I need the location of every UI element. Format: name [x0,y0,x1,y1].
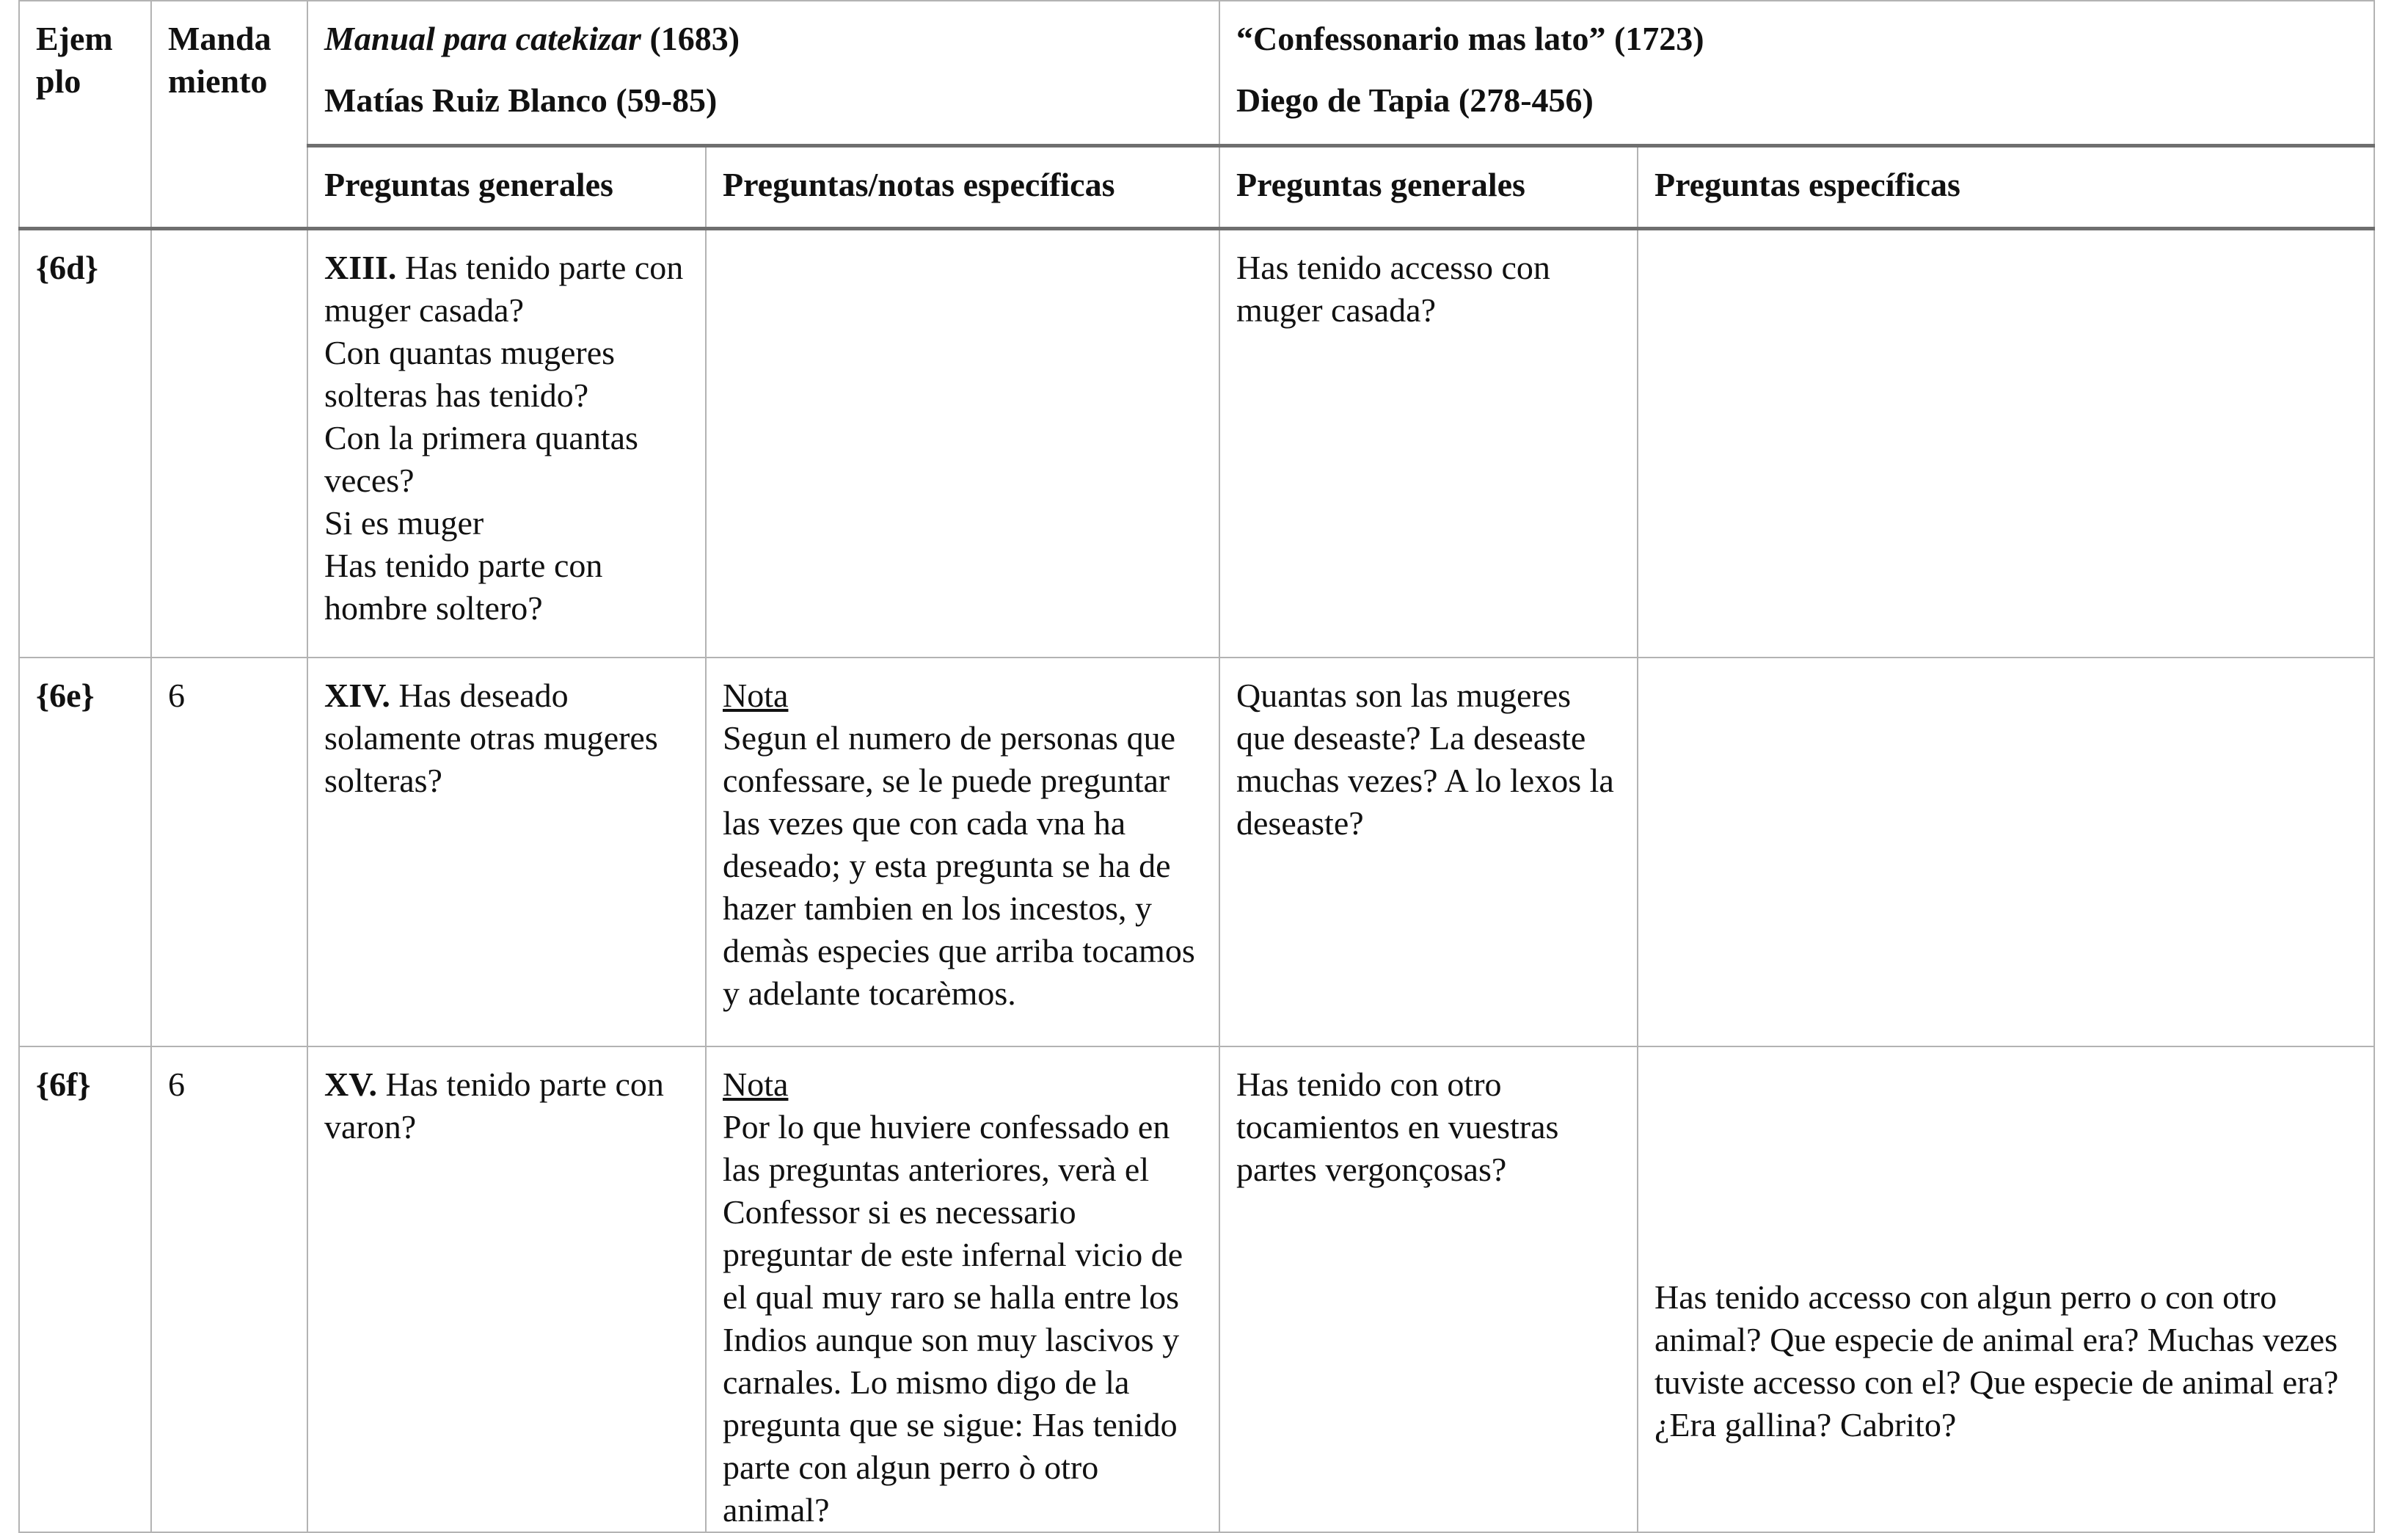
source-1-title: Manual para catekizar [324,20,641,57]
subheader-s2-specific: Preguntas específicas [1638,145,2374,228]
question-line: Con quantas mugeres solteras has tenido? [324,333,616,414]
question-line: Con la primera quantas veces? [324,418,638,499]
question-number: XV. [324,1066,378,1103]
source-2-author: Diego de Tapia (278-456) [1236,81,1594,119]
s1-general-cell [307,228,706,658]
source-1-year: (1683) [641,20,740,57]
s2-general-cell: Has tenido accesso con muger casada? [1219,228,1638,658]
header-row-sources [19,1,2374,145]
source-1-title-line [324,18,1203,60]
s1-specific-cell [706,228,1219,658]
question-number: XIII. [324,248,397,286]
cell-spacer [1654,1063,2357,1276]
header-source-1 [307,1,1219,145]
question-number: XIV. [324,677,390,714]
question-line: Si es muger [324,503,484,542]
specific-question-text: Has tenido accesso con algun perro o con otro animal? Que especie de animal era? Muchas vezes tuviste accesso con el? Que especie de animal era? ¿Era gallina? Cabrito? [1654,1278,2339,1443]
mandamiento-cell [151,228,307,658]
table-row [19,228,2374,658]
ejemplo-cell: {6f} [19,1046,151,1532]
header-ejemplo: Ejem plo [19,1,151,228]
question-line: XV. Has tenido parte con varon? [324,1066,664,1146]
comparison-table [18,0,2375,1533]
question-line: Has tenido parte con hombre soltero? [324,546,603,627]
ejemplo-cell: {6d} [19,228,151,658]
note-text: Por lo que huviere confessado en las preguntas anteriores, verà el Confessor si es necessario preguntar de este infernal vicio de el qual muy raro se halla entre los Indios aunque son muy lascivos y carnales. Lo mismo digo de la pregunta que se sigue: Has tenido parte con algun perro ò otro animal? [723,1108,1183,1529]
note-label: Nota [723,1066,789,1103]
source-2-title: “Confessonario mas lato” (1723) [1236,20,1704,57]
s1-general-cell [307,658,706,1046]
subheader-s2-general: Preguntas generales [1219,145,1638,228]
header-source-2 [1219,1,2374,145]
table-row [19,1046,2374,1532]
table-row [19,658,2374,1046]
header-mandamiento: Manda miento [151,1,307,228]
s1-specific-cell [706,1046,1219,1532]
subheader-s1-general: Preguntas generales [307,145,706,228]
ejemplo-cell: {6e} [19,658,151,1046]
s1-specific-cell [706,658,1219,1046]
mandamiento-cell: 6 [151,658,307,1046]
s2-general-cell: Quantas son las mugeres que deseaste? La deseaste muchas vezes? A lo lexos la deseaste? [1219,658,1638,1046]
question-line: XIII. Has tenido parte con muger casada? [324,248,684,329]
subheader-s1-specific: Preguntas/notas específicas [706,145,1219,228]
s2-general-cell: Has tenido con otro tocamientos en vuestras partes vergonçosas? [1219,1046,1638,1532]
s2-specific-cell [1638,1046,2374,1532]
s1-general-cell [307,1046,706,1532]
s2-specific-cell [1638,658,2374,1046]
note-label: Nota [723,677,789,714]
note-text: Segun el numero de personas que confessare, se le puede preguntar las vezes que con cada vna ha deseado; y esta pregunta se ha de hazer tambien en los incestos, y demàs especies que arriba tocamos y adelante tocarèmos. [723,719,1195,1012]
question-line: XIV. Has deseado solamente otras mugeres solteras? [324,677,658,799]
source-1-author: Matías Ruiz Blanco (59-85) [324,81,718,119]
mandamiento-cell: 6 [151,1046,307,1532]
s2-specific-cell [1638,228,2374,658]
header-row-subheaders [19,145,2374,228]
